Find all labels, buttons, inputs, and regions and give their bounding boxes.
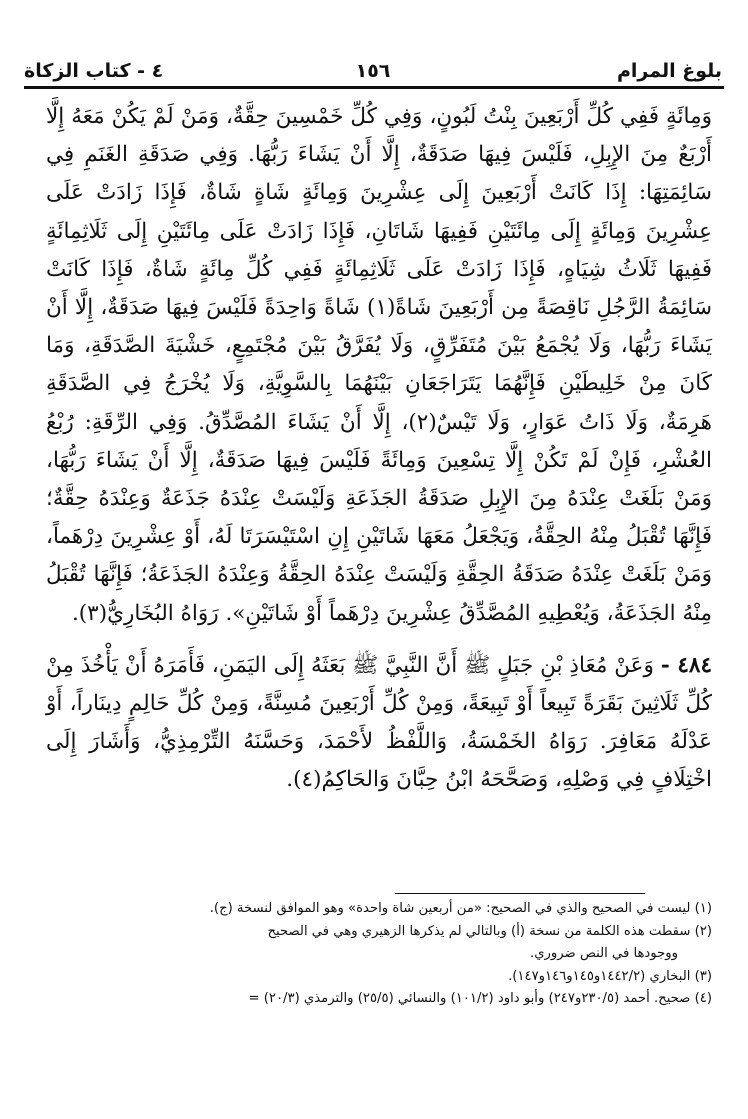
page-number: ١٥٦ — [355, 60, 391, 82]
footnote-number: (١) — [694, 901, 712, 916]
footnote-number: (٤) — [694, 991, 712, 1006]
main-text — [46, 98, 712, 800]
footnote — [24, 921, 712, 944]
hadith-text: وَعَنْ مُعَاذِ بْنِ جَبَلٍ ﷺ أَنَّ النَّبِيَّ ﷺ بَعَثَهُ إِلَى اليَمَنِ، فَأَمَرَهُ أَنْ يَأْخُذَ مِنْ كُلِّ ثَلَاثِينَ بَقَرَةً تَبِيعاً أَوْ تَبِيعَةً، وَمِنْ كُلِّ أَرْبَعِينَ مُسِنَّةً، وَمِنْ كُلِّ حَالِمٍ دِينَاراً، أَوْ عَدْلَهُ مَعَافِرَ. رَوَاهُ الخَمْسَةُ، وَاللَّفْظُ لأَحْمَدَ، وَحَسَّنَهُ التِّرْمِذِيُّ، وَأَشَارَ إِلَى اخْتِلَافٍ فِي وَصْلِهِ، وَصَحَّحَهُ ابْنُ حِبَّانَ وَالحَاكِمُ(٤). — [46, 652, 712, 793]
footnote-text: سقطت هذه الكلمة من نسخة (أ) وبالتالي لم يذكرها الزهيري وهي في الصحيح — [267, 923, 691, 939]
footnote-text: صحيح. أحمد (٢٣٠/٥و٢٤٧) وأبو داود (١٠١/٢) والنسائي (٢٥/٥) والترمذي (٢٠/٣) = — [248, 991, 691, 1006]
chapter-title: ٤ - كتاب الزكاة — [24, 60, 164, 82]
footnote — [24, 988, 712, 1011]
page-header — [24, 52, 722, 86]
footnote-number: (٢) — [694, 923, 712, 939]
footnote-text: البخاري (١٤٤٢/٢و١٤٥و١٤٦و١٤٧). — [508, 968, 691, 984]
header-rule — [24, 86, 724, 89]
footnote — [24, 898, 712, 921]
hadith-continuation-paragraph: وَمِائَةٍ فَفِي كُلِّ أَرْبَعِينَ بِنْتُ لَبُونٍ، وَفِي كُلِّ خَمْسِينَ حِقَّةٌ، وَمَنْ لَمْ يَكُنْ مَعَهُ إِلَّا أَرْبَعٌ مِنَ الإِبِلِ، فَلَيْسَ فِيهَا صَدَقَةٌ، إِلَّا أَنْ يَشَاءَ رَبُّهَا. وَفِي صَدَقَةِ الغَنَمِ فِي سَائِمَتِهَا: إِذَا كَانَتْ أَرْبَعِينَ إِلَى عِشْرِينَ وَمِائَةٍ شَاةٍ شَاةٌ، فَإِذَا زَادَتْ عَلَى عِشْرِينَ وَمِائَةٍ إِلَى مِائَتَيْنِ فَفِيهَا شَاتَانِ، فَإِذَا زَادَتْ عَلَى مِائَتَيْنِ إِلَى ثَلَاثِمِائَةٍ فَفِيهَا ثَلَاثُ شِيَاهٍ، فَإِذَا زَادَتْ عَلَى ثَلَاثِمِائَةٍ فَفِي كُلِّ مِائَةٍ شَاةٌ، فَإِذَا كَانَتْ سَائِمَةُ الرَّجُلِ نَاقِصَةً مِن أَرْبَعِينَ شَاةً(١) شَاةً وَاحِدَةً فَلَيْسَ فِيهَا صَدَقَةٌ، إِلَّا أَنْ يَشَاءَ رَبُّهَا، وَلَا يُجْمَعُ بَيْنَ مُتَفَرِّقٍ، وَلَا يُفَرَّقُ بَيْنَ مُجْتَمِعٍ، خَشْيَةَ الصَّدَقَةِ، وَمَا كَانَ مِنْ خَلِيطَيْنِ فَإِنَّهُمَا يَتَرَاجَعَانِ بَيْنَهُمَا بِالسَّوِيَّةِ، وَلَا يُخْرَجُ فِي الصَّدَقَةِ هَرِمَةٌ، وَلَا ذَاتُ عَوَارٍ، وَلَا تَيْسٌ(٢)، إِلَّا أَنْ يَشَاءَ المُصَّدِّقُ. وَفِي الرِّقَةِ: رُبْعُ العُشْرِ، فَإِنْ لَمْ تَكُنْ إِلَّا تِسْعِينَ وَمِائَةً فَلَيْسَ فِيهَا صَدَقَةٌ، إِلَّا أَنْ يَشَاءَ رَبُّهَا، وَمَنْ بَلَغَتْ عِنْدَهُ مِنَ الإِبِلِ صَدَقَةُ الجَذَعَةِ وَلَيْسَتْ عِنْدَهُ جَذَعَةٌ وَعِنْدَهُ حِقَّةٌ؛ فَإِنَّهَا تُقْبَلُ مِنْهُ الحِقَّةُ، وَيَجْعَلُ مَعَهَا شَاتَيْنِ إِنِ اسْتَيْسَرَتَا لَهُ، أَوْ عِشْرِينَ دِرْهَماً، وَمَنْ بَلَغَتْ عِنْدَهُ صَدَقَةُ الحِقَّةِ وَلَيْسَتْ عِنْدَهُ الحِقَّةُ وَعِنْدَهُ الجَذَعَةُ؛ فَإِنَّهَا تُقْبَلُ مِنْهُ الجَذَعَةُ، وَيُعْطِيهِ المُصَّدِّقُ عِشْرِينَ دِرْهَماً أَوْ شَاتَيْنِ». رَوَاهُ البُخَارِيُّ(٣). — [46, 104, 712, 626]
footnote-number: (٣) — [694, 968, 712, 984]
footnote-rule — [395, 893, 645, 894]
book-title: بلوغ المرام — [616, 60, 722, 82]
footnotes — [24, 898, 712, 1011]
footnote-text: ليست في الصحيح والذي في الصحيح: «من أربعين شاة واحدة» وهو الموافق لنسخة (ج). — [209, 901, 691, 916]
footnote — [24, 966, 712, 989]
footnote-continuation: ووجودها في النص ضروري. — [530, 946, 678, 961]
hadith-number: ٤٨٤ - — [660, 652, 712, 678]
hadith-484-paragraph — [46, 647, 712, 800]
